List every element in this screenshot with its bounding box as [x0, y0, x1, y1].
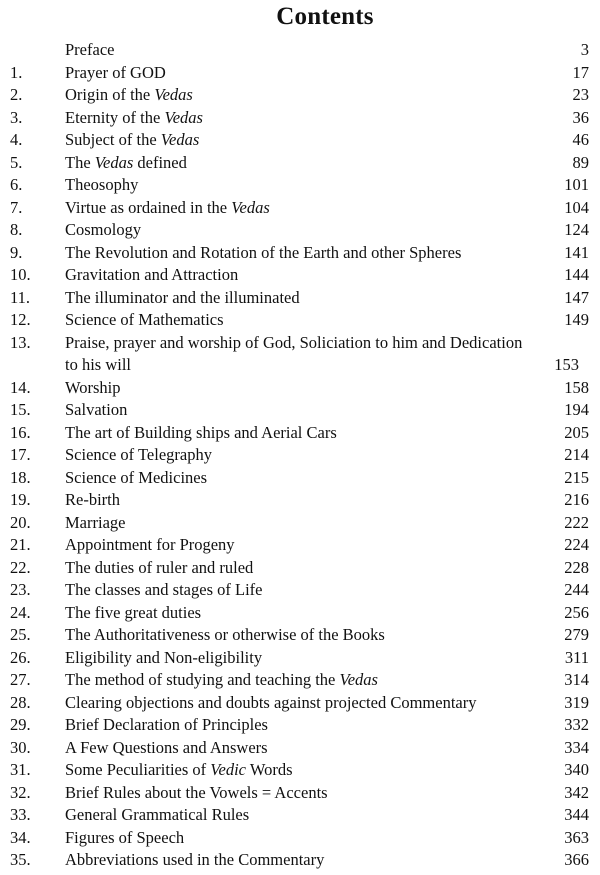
entry-title — [65, 647, 540, 670]
toc-entry — [0, 804, 600, 827]
entry-title — [65, 579, 540, 602]
entry-title-segment: Some Peculiarities of — [65, 760, 211, 779]
entry-title-italic: Vedas — [154, 85, 193, 104]
toc-entry — [0, 714, 600, 737]
entry-number: 18. — [10, 467, 31, 487]
entry-title — [65, 512, 540, 535]
entry-page-number: 141 — [564, 242, 589, 262]
entry-title-segment: The Revolution and Rotation of the Earth and other Spheres — [65, 242, 462, 262]
entry-number: 20. — [10, 512, 31, 532]
entry-title-segment: A Few Questions and Answers — [65, 737, 268, 757]
entry-number: 8. — [10, 220, 23, 239]
entry-title — [65, 129, 540, 152]
entry-page-number: 214 — [564, 445, 589, 464]
entry-title-segment: The five great duties — [65, 602, 202, 622]
entry-title — [65, 174, 540, 197]
entry-title-segment: The illuminator and the illuminated — [65, 287, 300, 307]
toc-entry — [0, 422, 600, 445]
entry-title-segment: Theosophy — [65, 175, 139, 194]
entry-title — [65, 759, 540, 782]
entry-title — [65, 264, 540, 287]
entry-title-segment: The classes and stages of Life — [65, 580, 263, 599]
entry-page-number: 311 — [564, 647, 589, 667]
entry-title-segment: The duties of ruler and ruled — [65, 557, 254, 577]
entry-title-segment: Prayer of GOD — [65, 62, 166, 82]
entry-title — [65, 242, 540, 265]
entry-page-number: 124 — [564, 220, 589, 239]
entry-page-number: 334 — [564, 737, 589, 757]
entry-page-number: 228 — [564, 557, 589, 577]
entry-page-number: 158 — [564, 377, 589, 397]
entry-number: 24. — [10, 602, 31, 622]
entry-number: 22. — [10, 557, 31, 577]
entry-title — [65, 624, 540, 647]
entry-page-number: 23 — [572, 85, 589, 104]
toc-entry — [0, 467, 600, 490]
entry-number: 27. — [10, 670, 31, 689]
toc-entry — [0, 129, 600, 152]
entry-title-segment: Eligibility and Non-eligibility — [65, 647, 263, 667]
entry-page-number: 3 — [580, 40, 589, 59]
toc-entry — [0, 579, 600, 602]
entry-title-segment: The method of studying and teaching the — [65, 670, 340, 689]
entry-number: 21. — [10, 535, 31, 554]
entry-title — [65, 602, 540, 625]
entry-number: 14. — [10, 377, 31, 397]
entry-title — [65, 84, 540, 107]
toc-entry — [0, 534, 600, 557]
entry-title — [65, 534, 540, 557]
toc-entry — [0, 107, 600, 130]
toc-entry — [0, 489, 600, 512]
entry-title — [65, 219, 540, 242]
toc-entry — [0, 197, 600, 220]
toc-entry — [0, 39, 600, 62]
entry-page-number: 46 — [572, 130, 589, 149]
toc-entry — [0, 242, 600, 265]
entry-title — [65, 399, 540, 422]
entry-title-segment: Figures of Speech — [65, 827, 185, 847]
entry-title-segment: The — [65, 152, 95, 172]
entry-title — [65, 309, 540, 332]
entry-number: 31. — [10, 760, 31, 779]
entry-number: 6. — [10, 175, 23, 194]
toc-entry — [0, 62, 600, 85]
toc-entry — [0, 827, 600, 850]
entry-title-italic: Vedas — [164, 107, 203, 127]
toc-entry — [0, 219, 600, 242]
entry-title — [65, 737, 540, 760]
entry-title — [65, 714, 540, 737]
entry-number: 32. — [10, 782, 31, 802]
entry-page-number: 153 — [554, 355, 579, 374]
entry-number: 23. — [10, 580, 31, 599]
entry-page-number: 244 — [564, 580, 589, 599]
entry-title — [65, 62, 540, 85]
entry-title-italic: Vedas — [339, 670, 378, 689]
entry-title — [65, 669, 540, 692]
toc-entry — [0, 377, 600, 400]
entry-title-segment: Origin of the — [65, 85, 155, 104]
entry-title — [65, 422, 540, 445]
entry-number: 33. — [10, 805, 31, 824]
entry-page-number: 104 — [564, 197, 589, 217]
entry-page-number: 332 — [564, 715, 589, 734]
entry-page-number: 89 — [572, 152, 589, 172]
entry-title-segment: Abbreviations used in the Commentary — [65, 850, 325, 869]
entry-number: 17. — [10, 445, 31, 464]
toc-entry — [0, 624, 600, 647]
entry-number: 19. — [10, 490, 31, 509]
entry-page-number: 279 — [564, 625, 589, 644]
entry-title-segment: Brief Declaration of Principles — [65, 715, 268, 734]
entry-title — [65, 332, 530, 377]
table-of-contents — [0, 39, 600, 872]
toc-entry — [0, 174, 600, 197]
toc-entry — [0, 84, 600, 107]
entry-title — [65, 444, 540, 467]
entry-title-italic: Vedas — [94, 152, 134, 172]
entry-title — [65, 377, 540, 400]
entry-title — [65, 782, 540, 805]
entry-number: 12. — [10, 310, 31, 329]
entry-title-segment: General Grammatical Rules — [65, 805, 250, 824]
entry-number: 4. — [10, 130, 23, 149]
entry-title — [65, 827, 540, 850]
entry-title-segment: Gravitation and Attraction — [65, 265, 239, 284]
toc-entry — [0, 849, 600, 872]
entry-title — [65, 107, 540, 130]
toc-entry — [0, 264, 600, 287]
entry-title — [65, 849, 540, 872]
entry-number: 16. — [10, 422, 31, 442]
entry-title — [65, 152, 540, 175]
entry-title-segment: Brief Rules about the Vowels = Accents — [65, 782, 328, 802]
entry-page-number: 36 — [572, 107, 589, 127]
entry-page-number: 194 — [564, 400, 589, 419]
entry-page-number: 319 — [564, 692, 589, 712]
entry-number: 7. — [10, 197, 23, 217]
toc-entry — [0, 602, 600, 625]
entry-title — [65, 489, 540, 512]
entry-page-number: 342 — [564, 782, 589, 802]
entry-number: 11. — [10, 287, 31, 307]
entry-page-number: 215 — [564, 467, 589, 487]
entry-number: 13. — [10, 332, 31, 352]
toc-entry — [0, 557, 600, 580]
entry-title-italic: Vedas — [231, 197, 270, 217]
toc-entry — [0, 287, 600, 310]
toc-entry — [0, 669, 600, 692]
entry-title-segment: Clearing objections and doubts against projected Commentary — [65, 692, 477, 712]
entry-page-number: 144 — [564, 265, 589, 284]
entry-title-segment: Marriage — [65, 512, 126, 532]
entry-page-number: 344 — [564, 805, 589, 824]
entry-page-number: 314 — [564, 670, 589, 689]
entry-number: 9. — [10, 242, 23, 262]
entry-title — [65, 557, 540, 580]
entry-title-segment: Worship — [65, 377, 121, 397]
entry-title — [65, 804, 540, 827]
entry-title-segment: Science of Mathematics — [65, 310, 224, 329]
entry-title-segment: Subject of the — [65, 130, 161, 149]
entry-number: 3. — [10, 107, 23, 127]
toc-entry — [0, 512, 600, 535]
entry-title-segment: Praise, prayer and worship of God, Soliciation to him and Dedication to his will — [65, 332, 527, 374]
toc-entry — [0, 647, 600, 670]
entry-page-number: 363 — [564, 827, 589, 847]
entry-title — [65, 467, 540, 490]
entry-page-number: 17 — [572, 62, 589, 82]
entry-page-number: 101 — [564, 175, 589, 194]
entry-title-segment: Re-birth — [65, 490, 120, 509]
entry-title-segment: Preface — [65, 40, 115, 59]
entry-title — [65, 287, 540, 310]
entry-title-segment: The art of Building ships and Aerial Cars — [65, 422, 337, 442]
entry-title — [65, 692, 540, 715]
entry-title-segment: defined — [133, 152, 187, 172]
toc-entry — [0, 759, 600, 782]
page-title: Contents — [276, 3, 374, 30]
toc-entry — [0, 692, 600, 715]
entry-title-segment: Eternity of the — [65, 107, 165, 127]
entry-title-segment: The Authoritativeness or otherwise of the Books — [65, 625, 385, 644]
entry-page-number: 216 — [564, 490, 589, 509]
toc-entry — [0, 152, 600, 175]
entry-title-segment: Words — [246, 760, 293, 779]
toc-entry — [0, 782, 600, 805]
toc-entry — [0, 399, 600, 422]
entry-title-segment: Science of Telegraphy — [65, 445, 212, 464]
entry-number: 1. — [10, 62, 23, 82]
entry-number: 15. — [10, 400, 31, 419]
entry-number: 35. — [10, 850, 31, 869]
entry-title-italic: Vedic — [210, 760, 246, 779]
entry-number: 30. — [10, 737, 31, 757]
entry-page-number: 256 — [564, 602, 589, 622]
entry-title-italic: Vedas — [160, 130, 200, 149]
entry-number: 5. — [10, 152, 23, 172]
entry-page-number: 224 — [564, 535, 589, 554]
entry-page-number: 222 — [564, 512, 589, 532]
toc-entry — [0, 332, 600, 377]
entry-title-segment: Salvation — [65, 400, 128, 419]
entry-page-number: 147 — [564, 287, 589, 307]
entry-number: 34. — [10, 827, 31, 847]
toc-entry — [0, 444, 600, 467]
entry-number: 26. — [10, 647, 31, 667]
entry-number: 2. — [10, 85, 23, 104]
entry-page-number: 366 — [564, 850, 589, 869]
entry-title — [65, 39, 540, 62]
toc-entry — [0, 309, 600, 332]
entry-title-segment: Science of Medicines — [65, 467, 208, 487]
entry-page-number: 205 — [564, 422, 589, 442]
entry-number: 29. — [10, 715, 31, 734]
entry-page-number: 340 — [564, 760, 589, 779]
entry-title — [65, 197, 540, 220]
entry-number: 28. — [10, 692, 31, 712]
toc-entry — [0, 737, 600, 760]
entry-page-number: 149 — [564, 310, 589, 329]
entry-number: 10. — [10, 265, 31, 284]
entry-title-segment: Virtue as ordained in the — [65, 197, 232, 217]
entry-title-segment: Cosmology — [65, 220, 142, 239]
entry-number: 25. — [10, 625, 31, 644]
entry-title-segment: Appointment for Progeny — [65, 535, 235, 554]
